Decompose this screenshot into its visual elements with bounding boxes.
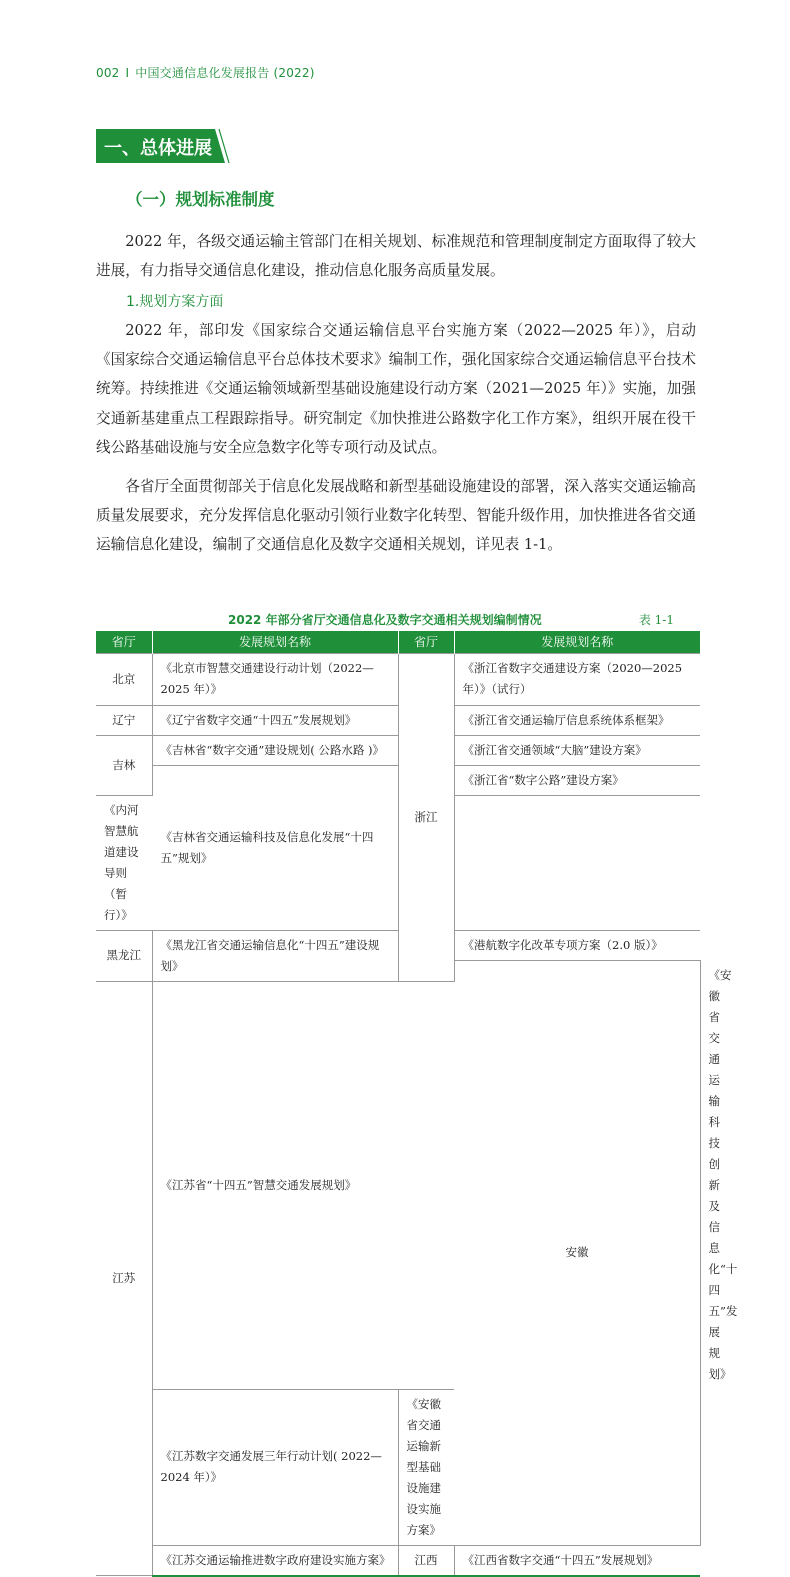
table-row — [96, 1545, 700, 1576]
paragraph-intro — [96, 227, 696, 285]
plan-cell: 《江苏省“十四五”智慧交通发展规划》 — [152, 981, 398, 1389]
plan-cell: 《浙江省数字交通建设方案（2020—2025 年）》（试行） — [454, 653, 700, 705]
province-liaoning: 辽宁 — [96, 705, 152, 735]
province-zhejiang: 浙江 — [398, 653, 454, 981]
column-header-plan-right: 发展规划名称 — [454, 631, 700, 653]
table-header-row — [96, 631, 700, 653]
paragraph-plans — [96, 316, 696, 462]
paragraph-2-text: 2022 年，部印发《国家综合交通运输信息平台实施方案（2022—2025 年）》，启动《国家综合交通运输信息平台总体技术要求》编制工作，强化国家综合交通运输信息平台技术统筹。持续推进《交通运输领域新型基础设施建设行动方案（2021—2025 年）》实施，加强交通新基建重点工程跟踪指导。研究制定《加快推进公路数字化工作方案》，组织开展在役干线公路基础设施与安全应急数字化等专项行动及试点。 — [96, 322, 696, 456]
plan-cell: 《吉林省“数字交通”建设规划( 公路水路 )》 — [152, 735, 398, 765]
running-header — [96, 64, 315, 81]
plan-cell: 《浙江省交通运输厅信息系统体系框架》 — [454, 705, 700, 735]
plan-cell: 《北京市智慧交通建设行动计划（2022—2025 年）》 — [152, 653, 398, 705]
table-row: 安徽 《安徽省交通运输科技创新及信息化“十四五”发展规划》 — [96, 960, 700, 981]
minor-heading: 1.规划方案方面 — [126, 294, 224, 310]
plan-cell: 《江西省数字交通“十四五”发展规划》 — [454, 1545, 700, 1576]
column-header-province-right: 省厅 — [398, 631, 454, 653]
table-caption — [96, 609, 700, 629]
plan-cell: 《内河智慧航道建设导则（暂行）》 — [96, 795, 152, 930]
province-anhui: 安徽 — [454, 960, 700, 1545]
province-jiangxi: 江西 — [398, 1545, 454, 1576]
province-jiangsu: 江苏 — [96, 981, 152, 1576]
plan-cell: 《港航数字化改革专项方案（2.0 版）》 — [454, 930, 700, 960]
section-banner — [96, 127, 236, 165]
table-number: 表 1-1 — [638, 613, 674, 627]
plan-cell: 《江苏交通运输推进数字政府建设实施方案》 — [152, 1545, 398, 1576]
page-number: 002 — [96, 66, 120, 80]
paragraph-3-text: 各省厅全面贯彻部关于信息化发展战略和新型基础设施建设的部署，深入落实交通运输高质量发展要求，充分发挥信息化驱动引领行业数字化转型、智能升级作用，加快推进各省交通运输信息化建设，编制了交通信息化及数字交通相关规划，详见表 1-1。 — [96, 478, 696, 554]
paragraph-1-text: 2022 年，各级交通运输主管部门在相关规划、标准规范和管理制度制定方面取得了较大进展，有力指导交通信息化建设，推动信息化服务高质量发展。 — [96, 233, 696, 280]
plan-cell: 《安徽省交通运输新型基础设施建设实施方案》 — [398, 1389, 454, 1545]
plan-cell: 《黑龙江省交通运输信息化“十四五”建设规划》 — [152, 930, 398, 981]
book-title: 中国交通信息化发展报告 (2022) — [135, 66, 315, 80]
column-header-province-left: 省厅 — [96, 631, 152, 653]
table-title: 2022 年部分省厅交通信息化及数字交通相关规划编制情况 — [228, 613, 542, 627]
province-beijing: 北京 — [96, 653, 152, 705]
header-separator: I — [125, 66, 130, 80]
plan-cell: 《辽宁省数字交通“十四五”发展规划》 — [152, 705, 398, 735]
table-row — [96, 653, 700, 705]
section-title: 一、总体进展 — [104, 138, 212, 159]
plan-cell: 《吉林省交通运输科技及信息化发展“十四五”规划》 — [152, 765, 398, 930]
column-header-plan-left: 发展规划名称 — [152, 631, 398, 653]
plan-cell: 《浙江省交通领域“大脑”建设方案》 — [454, 735, 700, 765]
province-heilongjiang: 黑龙江 — [96, 930, 152, 981]
province-jilin: 吉林 — [96, 735, 152, 795]
plans-table — [96, 631, 738, 1577]
plan-cell: 《江苏数字交通发展三年行动计划( 2022—2024 年）》 — [152, 1389, 398, 1545]
paragraph-provinces — [96, 472, 696, 560]
subsection-title: （一）规划标准制度 — [126, 190, 275, 209]
plan-cell: 《浙江省“数字公路”建设方案》 — [454, 765, 700, 795]
